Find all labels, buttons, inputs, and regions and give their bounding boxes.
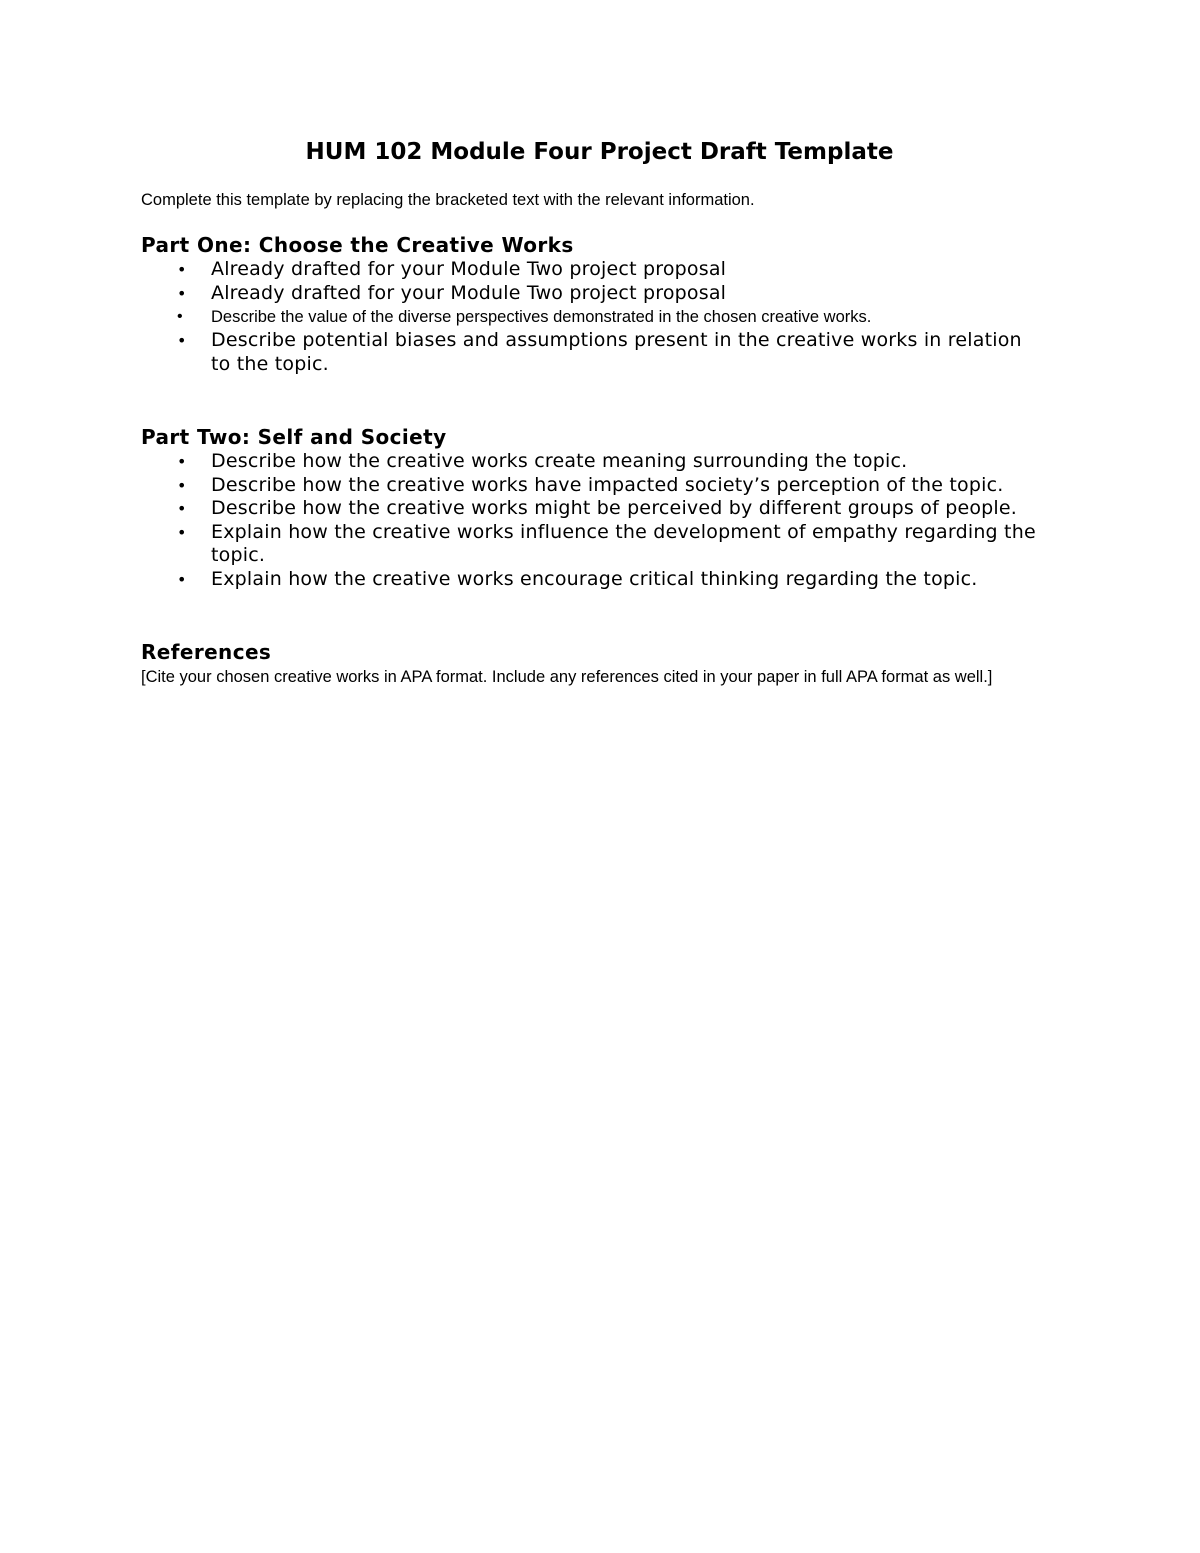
list-item-text: Explain how the creative works influence the development of empathy regarding the topic. — [211, 520, 1036, 566]
list-item — [141, 568, 1041, 592]
list-item-text: Explain how the creative works encourage critical thinking regarding the topic. — [211, 567, 978, 590]
template-instructions: Complete this template by replacing the bracketed text with the relevant information. — [141, 191, 755, 209]
list-item-text: Already drafted for your Module Two project proposal — [211, 281, 727, 304]
bullet-icon: • — [177, 308, 183, 325]
bullet-icon: • — [177, 452, 187, 471]
list-item-text: Describe how the creative works have impacted society’s perception of the topic. — [211, 473, 1004, 496]
list-item-text: Describe how the creative works create meaning surrounding the topic. — [211, 450, 908, 472]
bullet-icon: • — [177, 499, 187, 518]
bullet-icon: • — [177, 331, 187, 350]
part-one-heading: Part One: Choose the Creative Works — [141, 233, 574, 257]
list-item — [141, 329, 1041, 376]
list-item-text: Describe potential biases and assumptions present in the creative works in relation to the topic. — [211, 329, 1022, 375]
list-item-text: Describe how the creative works might be perceived by different groups of people. — [211, 497, 1018, 519]
bullet-icon: • — [177, 260, 187, 279]
references-heading: References — [141, 640, 272, 664]
list-item — [141, 258, 1041, 282]
list-item-text: Describe the value of the diverse perspectives demonstrated in the chosen creative works. — [211, 308, 872, 326]
bullet-icon: • — [177, 522, 187, 542]
list-item — [141, 450, 1041, 474]
list-item — [141, 521, 1041, 568]
list-item-text: Already drafted for your Module Two project proposal — [211, 258, 727, 280]
part-one-list — [141, 258, 1041, 376]
list-item — [141, 305, 1041, 329]
bullet-icon: • — [177, 283, 187, 303]
list-item — [141, 474, 1041, 498]
document-title: HUM 102 Module Four Project Draft Template — [305, 139, 894, 165]
bullet-icon: • — [177, 475, 187, 495]
bullet-icon: • — [177, 569, 187, 589]
list-item — [141, 497, 1041, 521]
references-placeholder-text: [Cite your chosen creative works in APA format. Include any references cited in your paper in full APA format as well.] — [141, 668, 993, 686]
list-item — [141, 282, 1041, 306]
part-two-heading: Part Two: Self and Society — [141, 425, 447, 449]
document-body — [141, 136, 1041, 690]
part-two-list — [141, 450, 1041, 591]
